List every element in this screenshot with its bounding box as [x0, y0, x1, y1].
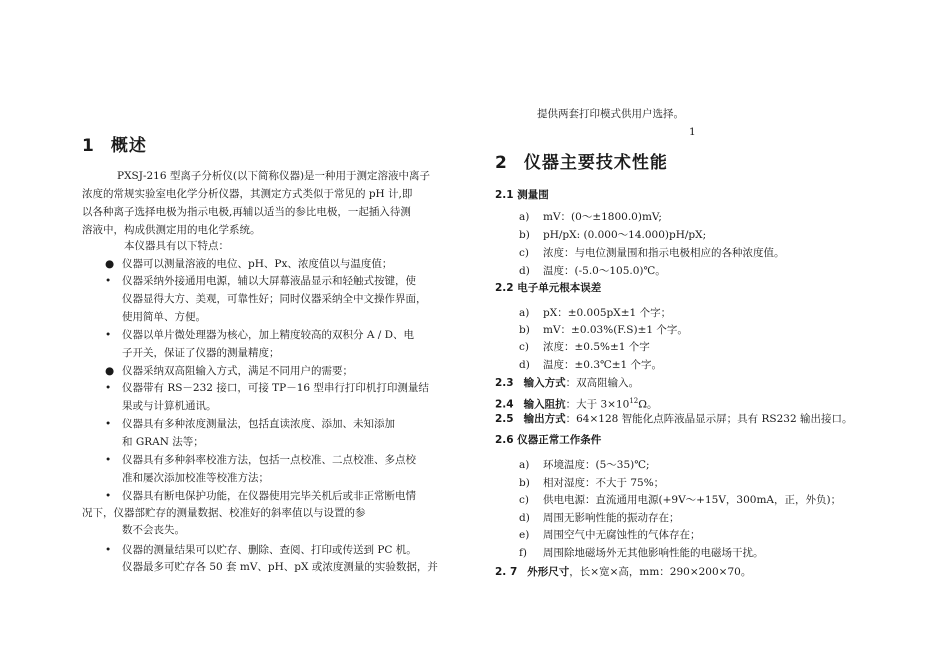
feature-line: 使用简单、方便。	[122, 311, 206, 323]
list-item: a) pX：±0.005pX±1 个字；	[519, 307, 672, 319]
feature-line: 仪器带有 RS－232 接口，可接 TP－16 型串行打印机打印测量结	[122, 382, 429, 394]
bullet-icon: •	[105, 329, 112, 341]
feature-line: 和 GRAN 法等；	[122, 436, 204, 448]
spec-dimensions: 2. 7 外形尺寸，长×宽×高，mm：290×200×70。	[495, 566, 752, 578]
feature-line: 仪器以单片微处理器为核心，加上精度较高的双积分 A / D、电	[122, 329, 415, 341]
feature-line: 仪器的测量结果可以贮存、删除、查阅、打印或传送到 PC 机。	[122, 544, 417, 556]
features-intro: 本仪器具有以下特点：	[124, 240, 229, 252]
feature-line: 仪器可以测量溶液的电位、pH、Px、浓度值以与温度值；	[122, 258, 393, 270]
feature-line: 仪器采纳外接通用电源，辅以大屏幕液晶显示和轻触式按键，使	[122, 275, 416, 287]
intro-line-1: PXSJ-216 型离子分析仪(以下简称仪器)是一种用于测定溶液中离子	[117, 170, 431, 182]
feature-line: 仪器显得大方、美观，可靠性好；同时仪器采纳全中文操作界面，	[122, 293, 427, 305]
subsection-2-6-title: 2.6 仪器正常工作条件	[495, 434, 602, 446]
continuation-line: 提供两套打印模式供用户选择。	[537, 108, 684, 120]
feature-line: 准和屡次添加校准等校准方法；	[122, 472, 269, 484]
feature-line: 仪器最多可贮存各 50 套 mV、pH、pX 或浓度测量的实验数据，并	[122, 561, 438, 573]
section-1-heading: 1 概述	[82, 136, 147, 156]
intro-line-4: 溶液中，构成供测定用的电化学系统。	[82, 224, 261, 236]
spec-input-mode: 2.3 输入方式：双高阻输入。	[495, 377, 640, 389]
bullet-icon: •	[105, 418, 112, 430]
list-item: c) 浓度：与电位测量围和指示电极相应的各种浓度值。	[519, 247, 785, 259]
list-item: a) 环境温度：(5～35)℃;	[519, 459, 650, 471]
feature-line: 子开关，保证了仪器的测量精度；	[122, 347, 280, 359]
list-item: e) 周围空气中无腐蚀性的气体存在；	[519, 529, 701, 541]
bullet-icon: •	[105, 275, 112, 287]
list-item: d) 温度：±0.3℃±1 个字。	[519, 359, 663, 371]
bullet-icon: ●	[105, 258, 115, 270]
feature-line: 仪器具有断电保护功能，在仪器使用完毕关机后或非正常断电情	[122, 490, 416, 502]
list-item: b) pH/pX: (0.000～14.000)pH/pX;	[519, 229, 707, 241]
feature-line: 数不会丧失。	[122, 524, 185, 536]
section-2-heading: 2 仪器主要技术性能	[495, 153, 668, 173]
intro-line-3: 以各种离子选择电极为指示电极,再辅以适当的参比电极，一起插入待测	[82, 206, 411, 218]
list-item: f) 周围除地磁场外无其他影响性能的电磁场干扰。	[519, 547, 764, 559]
list-item: d) 温度：(-5.0～105.0)℃。	[519, 265, 666, 277]
bullet-icon: ●	[105, 365, 115, 377]
list-item: c) 浓度：±0.5%±1 个字	[519, 341, 650, 353]
feature-line: 况下，仪器部贮存的测量数据、校准好的斜率值以与设置的参	[82, 507, 366, 519]
list-item: b) mV：±0.03%(F.S)±1 个字。	[519, 324, 688, 336]
list-item: b) 相对湿度：不大于 75%；	[519, 477, 665, 489]
spec-input-impedance: 2.4 输入阻抗：大于 $3\times 10^{12}\Omega$。	[495, 397, 658, 411]
subsection-2-1-title: 2.1 测量围	[495, 189, 549, 201]
bullet-icon: •	[105, 382, 112, 394]
bullet-icon: •	[105, 544, 112, 556]
feature-line: 仪器具有多种浓度测量法，包括直读浓度、添加、未知添加	[122, 418, 395, 430]
subsection-2-2-title: 2.2 电子单元根本误差	[495, 282, 602, 294]
feature-line: 果或与计算机通讯。	[122, 400, 217, 412]
list-item: d) 周围无影响性能的振动存在；	[519, 512, 680, 524]
list-item: a) mV：(0～±1800.0)mV;	[519, 211, 662, 223]
list-item: c) 供电电源：直流通用电源(+9V～+15V，300mA，正，外负)；	[519, 494, 842, 506]
bullet-icon: •	[105, 454, 112, 466]
spec-output-mode: 2.5 输出方式：64×128 智能化点阵液晶显示屏；具有 RS232 输出接口。	[495, 413, 853, 425]
feature-line: 仪器采纳双高阻输入方式，满足不同用户的需要；	[122, 365, 353, 377]
page-number: 1	[689, 126, 696, 138]
bullet-icon: •	[105, 490, 112, 502]
feature-line: 仪器具有多种斜率校准方法，包括一点校准、二点校准、多点校	[122, 454, 416, 466]
intro-line-2: 浓度的常规实验室电化学分析仪器，其测定方式类似于常见的 pH 计,即	[82, 188, 413, 200]
